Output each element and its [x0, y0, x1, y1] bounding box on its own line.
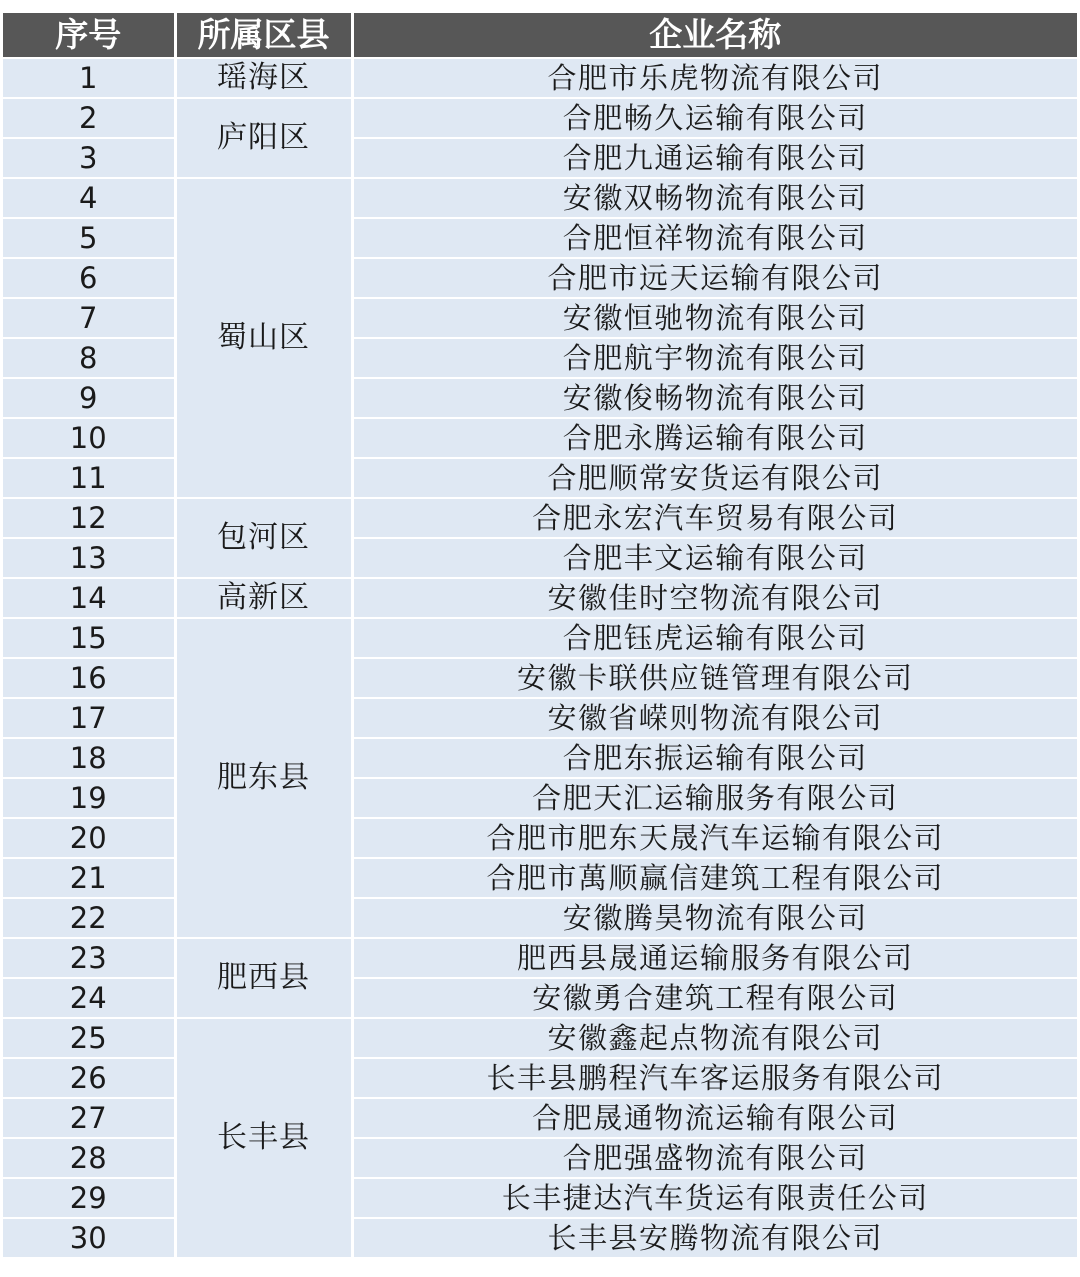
table-row — [3, 458, 1077, 498]
company-name-cell: 安徽双畅物流有限公司 — [352, 178, 1077, 218]
company-name-cell: 安徽省嵘则物流有限公司 — [352, 698, 1077, 738]
table-row — [3, 258, 1077, 298]
company-name-cell: 安徽勇合建筑工程有限公司 — [352, 978, 1077, 1018]
table-row — [3, 338, 1077, 378]
table-header-row — [3, 13, 1077, 58]
company-name-cell: 合肥强盛物流有限公司 — [352, 1138, 1077, 1178]
row-number: 23 — [3, 938, 175, 978]
district-cell: 高新区 — [175, 578, 352, 618]
table-row — [3, 938, 1077, 978]
company-name-cell: 合肥天汇运输服务有限公司 — [352, 778, 1077, 818]
row-number: 27 — [3, 1098, 175, 1138]
company-name-cell: 合肥钰虎运输有限公司 — [352, 618, 1077, 658]
row-number: 14 — [3, 578, 175, 618]
table-body — [3, 58, 1077, 1257]
company-name-cell: 合肥市萬顺赢信建筑工程有限公司 — [352, 858, 1077, 898]
row-number: 12 — [3, 498, 175, 538]
table-row — [3, 418, 1077, 458]
row-number: 25 — [3, 1018, 175, 1058]
company-name-cell: 安徽卡联供应链管理有限公司 — [352, 658, 1077, 698]
company-name-cell: 合肥晟通物流运输有限公司 — [352, 1098, 1077, 1138]
row-number: 7 — [3, 298, 175, 338]
table-row — [3, 778, 1077, 818]
row-number: 3 — [3, 138, 175, 178]
row-number: 13 — [3, 538, 175, 578]
row-number: 28 — [3, 1138, 175, 1178]
table-row — [3, 298, 1077, 338]
row-number: 4 — [3, 178, 175, 218]
table-row — [3, 538, 1077, 578]
company-name-cell: 长丰捷达汽车货运有限责任公司 — [352, 1178, 1077, 1218]
company-name-cell: 合肥恒祥物流有限公司 — [352, 218, 1077, 258]
row-number: 29 — [3, 1178, 175, 1218]
company-name-cell: 合肥市远天运输有限公司 — [352, 258, 1077, 298]
company-name-cell: 安徽恒驰物流有限公司 — [352, 298, 1077, 338]
table-row — [3, 738, 1077, 778]
company-name-cell: 长丰县安腾物流有限公司 — [352, 1218, 1077, 1257]
table-row — [3, 618, 1077, 658]
row-number: 30 — [3, 1218, 175, 1257]
table-row — [3, 1058, 1077, 1098]
company-name-cell: 长丰县鹏程汽车客运服务有限公司 — [352, 1058, 1077, 1098]
district-cell: 肥东县 — [175, 618, 352, 938]
row-number: 10 — [3, 418, 175, 458]
row-number: 17 — [3, 698, 175, 738]
district-cell: 蜀山区 — [175, 178, 352, 498]
row-number: 26 — [3, 1058, 175, 1098]
table-row — [3, 138, 1077, 178]
row-number: 15 — [3, 618, 175, 658]
table-row — [3, 58, 1077, 98]
row-number: 21 — [3, 858, 175, 898]
company-name-cell: 合肥永腾运输有限公司 — [352, 418, 1077, 458]
district-cell: 肥西县 — [175, 938, 352, 1018]
table-row — [3, 978, 1077, 1018]
enterprise-table — [3, 13, 1077, 1257]
company-name-cell: 合肥市乐虎物流有限公司 — [352, 58, 1077, 98]
row-number: 11 — [3, 458, 175, 498]
row-number: 19 — [3, 778, 175, 818]
row-number: 5 — [3, 218, 175, 258]
district-cell: 包河区 — [175, 498, 352, 578]
company-name-cell: 合肥市肥东天晟汽车运输有限公司 — [352, 818, 1077, 858]
table-row — [3, 1178, 1077, 1218]
table-row — [3, 858, 1077, 898]
company-name-cell: 肥西县晟通运输服务有限公司 — [352, 938, 1077, 978]
header-company-name: 企业名称 — [352, 13, 1077, 58]
table-row — [3, 1098, 1077, 1138]
header-no: 序号 — [3, 13, 175, 58]
company-name-cell: 合肥畅久运输有限公司 — [352, 98, 1077, 138]
company-name-cell: 安徽俊畅物流有限公司 — [352, 378, 1077, 418]
table-row — [3, 898, 1077, 938]
company-name-cell: 合肥顺常安货运有限公司 — [352, 458, 1077, 498]
company-name-cell: 安徽佳时空物流有限公司 — [352, 578, 1077, 618]
district-cell: 长丰县 — [175, 1018, 352, 1257]
row-number: 2 — [3, 98, 175, 138]
table-row — [3, 498, 1077, 538]
row-number: 6 — [3, 258, 175, 298]
table-row — [3, 178, 1077, 218]
company-name-cell: 合肥永宏汽车贸易有限公司 — [352, 498, 1077, 538]
company-name-cell: 合肥丰文运输有限公司 — [352, 538, 1077, 578]
header-district: 所属区县 — [175, 13, 352, 58]
row-number: 8 — [3, 338, 175, 378]
table-row — [3, 698, 1077, 738]
row-number: 22 — [3, 898, 175, 938]
row-number: 18 — [3, 738, 175, 778]
company-name-cell: 合肥九通运输有限公司 — [352, 138, 1077, 178]
row-number: 9 — [3, 378, 175, 418]
district-cell: 庐阳区 — [175, 98, 352, 178]
table-row — [3, 98, 1077, 138]
row-number: 24 — [3, 978, 175, 1018]
table-row — [3, 1018, 1077, 1058]
row-number: 16 — [3, 658, 175, 698]
company-name-cell: 安徽腾昊物流有限公司 — [352, 898, 1077, 938]
company-name-cell: 合肥航宇物流有限公司 — [352, 338, 1077, 378]
table-row — [3, 658, 1077, 698]
table-row — [3, 1138, 1077, 1178]
table-row — [3, 818, 1077, 858]
row-number: 1 — [3, 58, 175, 98]
table-row — [3, 218, 1077, 258]
table-row — [3, 578, 1077, 618]
company-name-cell: 安徽鑫起点物流有限公司 — [352, 1018, 1077, 1058]
table-row — [3, 1218, 1077, 1257]
company-name-cell: 合肥东振运输有限公司 — [352, 738, 1077, 778]
district-cell: 瑶海区 — [175, 58, 352, 98]
table-row — [3, 378, 1077, 418]
row-number: 20 — [3, 818, 175, 858]
